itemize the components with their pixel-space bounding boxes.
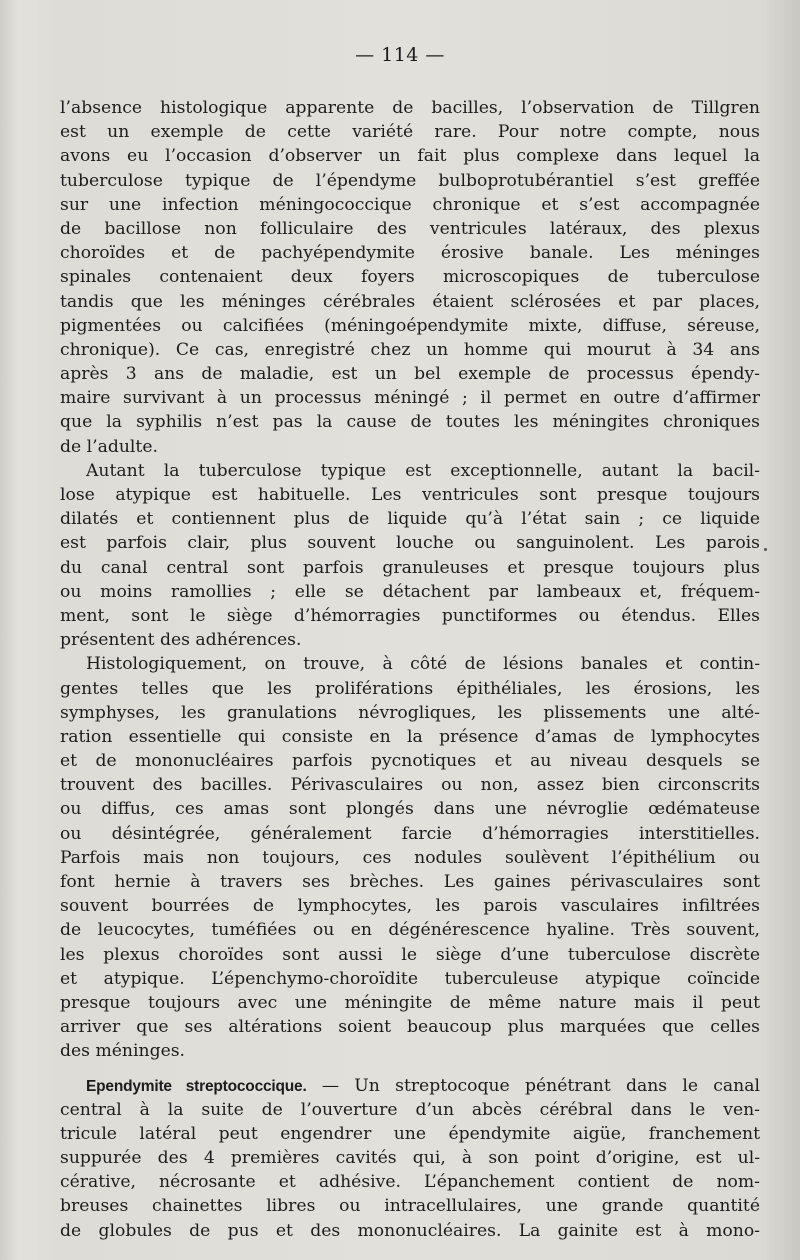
text-line: trouvent des bacilles. Périvasculaires ou non, assez bien circonscrits [60,775,760,796]
text-line: lose atypique est habituelle. Les ventricules sont presque toujours [60,485,760,505]
text-line: du canal central sont parfois granuleuses et presque toujours plus [60,557,760,578]
text-line: pigmentées ou calcifiées (méningoépendymite mixte, diffuse, séreuse, [60,315,760,336]
text-line: breuses chainettes libres ou intracellulaires, une grande quantité [60,1196,760,1217]
text-line: de globules de pus et des mononucléaires. La gainite est à mono- [60,1220,760,1241]
text-line: avons eu l’occasion d’observer un fait plus complexe dans lequel la [60,146,760,167]
text-line: tandis que les méninges cérébrales étaient sclérosées et par places, [60,291,760,312]
body-text [60,96,760,1243]
text-line: presque toujours avec une méningite de même nature mais il peut [60,992,760,1013]
text-line: ment, sont le siège d’hémorragies punctiformes ou étendus. Elles [60,605,760,626]
text-line: sur une infection méningococcique chronique et s’est accompagnée [60,194,760,215]
paragraph-4 [60,1074,760,1243]
text-line: choroïdes et de pachyépendymite érosive banale. Les méninges [60,243,760,264]
text-line: l’absence histologique apparente de bacilles, l’observation de Tillgren [60,98,760,118]
text-line: maire survivant à un processus méningé ; il permet en outre d’affirmer [60,388,760,409]
text-line: et atypique. L’épenchymo-choroïdite tuberculeuse atypique coïncide [60,968,760,989]
text-line: présentent des adhérences. [60,630,302,651]
section-heading: Ependymite streptococcique. [86,1077,307,1095]
print-speck [764,548,767,551]
text-line: et de mononucléaires parfois pycnotiques et au niveau desquels se [60,751,760,772]
heading-line-text: — Un streptocoque pénétrant dans le canal [321,1075,760,1096]
text-line: que la syphilis n’est pas la cause de toutes les méningites chroniques [60,412,760,433]
text-line: suppurée des 4 premières cavités qui, à son point d’origine, est ul- [60,1148,760,1169]
text-line: Histologiquement, on trouve, à côté de lésions banales et contin- [86,654,760,675]
text-line: ou diffus, ces amas sont plongés dans une névroglie œdémateuse [60,799,760,820]
text-line: tuberculose typique de l’épendyme bulboprotubérantiel s’est greffée [60,170,760,191]
text-line: après 3 ans de maladie, est un bel exemple de processus épendy- [60,364,760,385]
text-line [60,1074,760,1098]
text-line: font hernie à travers ses brèches. Les gaines périvasculaires sont [60,872,760,892]
text-line: ou moins ramollies ; elle se détachent par lambeaux et, fréquem- [60,581,760,602]
text-line: dilatés et contiennent plus de liquide qu’à l’état sain ; ce liquide [60,509,760,530]
text-line: Autant la tuberculose typique est exceptionnelle, autant la bacil- [86,460,760,481]
text-line: Parfois mais non toujours, ces nodules soulèvent l’épithélium ou [60,847,760,868]
text-line: souvent bourrées de lymphocytes, les parois vasculaires infiltrées [60,896,760,917]
text-line: arriver que ses altérations soient beaucoup plus marquées que celles [60,1017,760,1038]
paragraph-3 [60,652,760,1063]
text-line: cérative, nécrosante et adhésive. L’épanchement contient de nom- [60,1172,760,1193]
text-line: ration essentielle qui consiste en la présence d’amas de lymphocytes [60,726,760,747]
paragraph-2 [60,459,760,653]
text-line: de l’adulte. [60,436,158,457]
text-line: tricule latéral peut engendrer une épendymite aigüe, franchement [60,1123,760,1144]
text-line: est parfois clair, plus souvent louche ou sanguinolent. Les parois [60,533,760,554]
text-line: ou désintégrée, généralement farcie d’hémorragies interstitielles. [60,823,760,844]
text-line: des méninges. [60,1041,186,1062]
text-line: spinales contenaient deux foyers microscopiques de tuberculose [60,267,760,288]
page-number: — 114 — [355,44,445,66]
text-line: chronique). Ce cas, enregistré chez un homme qui mourut à 34 ans [60,339,760,360]
text-line: est un exemple de cette variété rare. Pour notre compte, nous [60,122,760,143]
paragraph-gap [60,1064,760,1074]
text-line: les plexus choroïdes sont aussi le siège d’une tuberculose discrète [60,944,760,965]
text-line: gentes telles que les proliférations épithéliales, les érosions, les [60,678,760,699]
text-line: symphyses, les granulations névrogliques, les plissements une alté- [60,702,760,723]
paragraph-1 [60,96,760,459]
text-line: de bacillose non folliculaire des ventricules latéraux, des plexus [60,218,760,239]
text-line: de leucocytes, tuméfiées ou en dégénérescence hyaline. Très souvent, [60,920,760,941]
text-line: central à la suite de l’ouverture d’un abcès cérébral dans le ven- [60,1099,760,1120]
